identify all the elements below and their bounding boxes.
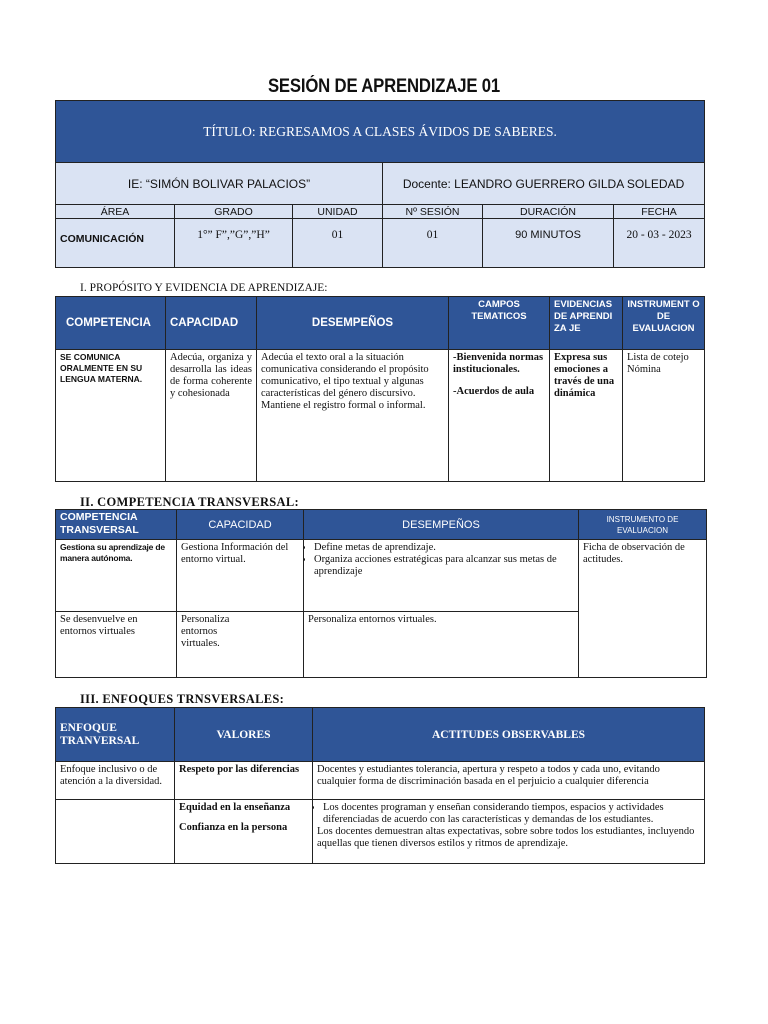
actitud-expectativas: Los docentes demuestran altas expectativas, sobre sobre todos los estudiantes, incluyendo aquellas que tienen diversos estilos y ritmos de aprendizaje. xyxy=(317,826,695,849)
page-title: SESIÓN DE APRENDIZAJE 01 xyxy=(267,76,501,97)
session-header-table xyxy=(55,100,705,268)
valor-respeto-cell: Respeto por las diferencias xyxy=(175,762,313,800)
campo-acuerdos: -Acuerdos de aula xyxy=(453,386,535,397)
col-enfoque: ENFOQUE TRANVERSAL xyxy=(56,708,175,762)
area-value: COMUNICACIÓN xyxy=(56,219,175,268)
ie-cell xyxy=(56,163,383,205)
desempeno-acciones: • Organiza acciones estratégicas para alcanzar sus metas de aprendizaje xyxy=(314,554,574,578)
fecha-value: 20 - 03 - 2023 xyxy=(614,219,705,268)
col-desempenos: DESEMPEÑOS xyxy=(257,297,449,350)
valor-confianza: Confianza en la persona xyxy=(179,822,288,833)
enfoques-table xyxy=(55,707,705,864)
col-fecha: FECHA xyxy=(614,205,705,219)
col-area: ÁREA xyxy=(56,205,175,219)
col-capacidad: CAPACIDAD xyxy=(166,297,257,350)
col-desempenos-2: DESEMPEÑOS xyxy=(304,510,579,540)
docente-cell xyxy=(383,163,705,205)
capacidad-cell: Adecúa, organiza y desarrolla las ideas de forma coherente y cohesionada xyxy=(166,350,257,482)
col-unidad: UNIDAD xyxy=(293,205,383,219)
desempeno-cell: Adecúa el texto oral a la situación comunicativa considerando el propósito comunicativo, el tipo textual y algunas características del género discursivo. Mantiene el registro formal o informal. xyxy=(257,350,449,482)
session-title-cell xyxy=(56,101,705,163)
competencia-transversal-table xyxy=(55,509,707,678)
actitud-respeto-cell: Docentes y estudiantes tolerancia, apertura y respeto a todos y cada uno, evitando cualquier forma de discriminación basada en el perjuicio a cualquier diferencia xyxy=(313,762,705,800)
comp-gestiona-cell: Gestiona su aprendizaje de manera autónoma. xyxy=(56,540,177,612)
evidencia-cell: Expresa sus emociones a través de una dinámica xyxy=(550,350,623,482)
campo-bienvenida: -Bienvenida normas institucionales. xyxy=(453,352,544,375)
desempeno-metas: • Define metas de aprendizaje. xyxy=(314,542,574,554)
sesion-value: 01 xyxy=(383,219,483,268)
col-capacidad-2: CAPACIDAD xyxy=(177,510,304,540)
col-campos: CAMPOS TEMATICOS xyxy=(449,297,550,350)
valor-equidad: Equidad en la enseñanza xyxy=(179,802,291,813)
des-gestiona-cell xyxy=(304,540,579,612)
grado-value: 1°” F”,”G”,”H” xyxy=(175,219,293,268)
col-valores: VALORES xyxy=(175,708,313,762)
duracion-value: 90 MINUTOS xyxy=(483,219,614,268)
cap-gestiona-cell: Gestiona Información del entorno virtual. xyxy=(177,540,304,612)
competencia-cell: SE COMUNICA ORALMENTE EN SU LENGUA MATERNA. xyxy=(56,350,166,482)
col-evidencias: EVIDENCIAS DE APRENDIZA JE xyxy=(550,297,623,350)
unidad-value: 01 xyxy=(293,219,383,268)
campos-cell xyxy=(449,350,550,482)
actitud-programan: • Los docentes programan y enseñan considerando tiempos, espacios y actividades diferenciadas de acuerdo con las características y demandas de los estudiantes. xyxy=(323,802,700,826)
col-competencia-transversal: COMPETENCIA TRANSVERSAL xyxy=(56,510,177,540)
section1-heading: I. PROPÓSITO Y EVIDENCIA DE APRENDIZAJE: xyxy=(80,282,328,294)
col-actitudes: ACTITUDES OBSERVABLES xyxy=(313,708,705,762)
section2-heading: II. COMPETENCIA TRANSVERSAL: xyxy=(80,495,299,509)
col-instrumento: INSTRUMENT O DE EVALUACION xyxy=(623,297,705,350)
cap-entornos-cell xyxy=(177,612,304,678)
valor-equidad-cell xyxy=(175,800,313,864)
ie-name: IE: “SIMÓN BOLIVAR PALACIOS” xyxy=(127,176,311,191)
cap-entornos-text: Personaliza entornos virtuales. xyxy=(181,614,230,649)
actitud-equidad-cell xyxy=(313,800,705,864)
col-duracion: DURACIÓN xyxy=(483,205,614,219)
instrumento-nomina: Nómina xyxy=(627,364,661,375)
instrumento-lista: Lista de cotejo xyxy=(627,352,689,363)
col-sesion: Nº SESIÓN xyxy=(383,205,483,219)
session-title: TÍTULO: REGRESAMOS A CLASES ÁVIDOS DE SABERES. xyxy=(203,123,557,139)
enfoque-empty-cell xyxy=(56,800,175,864)
col-competencia: COMPETENCIA xyxy=(56,297,166,350)
des-entornos-cell: Personaliza entornos virtuales. xyxy=(304,612,579,678)
proposito-table xyxy=(55,296,705,482)
instrumento-cell xyxy=(623,350,705,482)
col-instrumento-2: INSTRUMENTO DE EVALUACION xyxy=(579,510,707,540)
instrumento-ficha-cell: Ficha de observación de actitudes. xyxy=(579,540,707,678)
docente-name: Docente: LEANDRO GUERRERO GILDA SOLEDAD xyxy=(402,176,685,191)
section3-heading: III. ENFOQUES TRNSVERSALES: xyxy=(80,692,285,706)
col-grado: GRADO xyxy=(175,205,293,219)
comp-entornos-cell: Se desenvuelve en entornos virtuales xyxy=(56,612,177,678)
enfoque-inclusivo-cell: Enfoque inclusivo o de atención a la diversidad. xyxy=(56,762,175,800)
